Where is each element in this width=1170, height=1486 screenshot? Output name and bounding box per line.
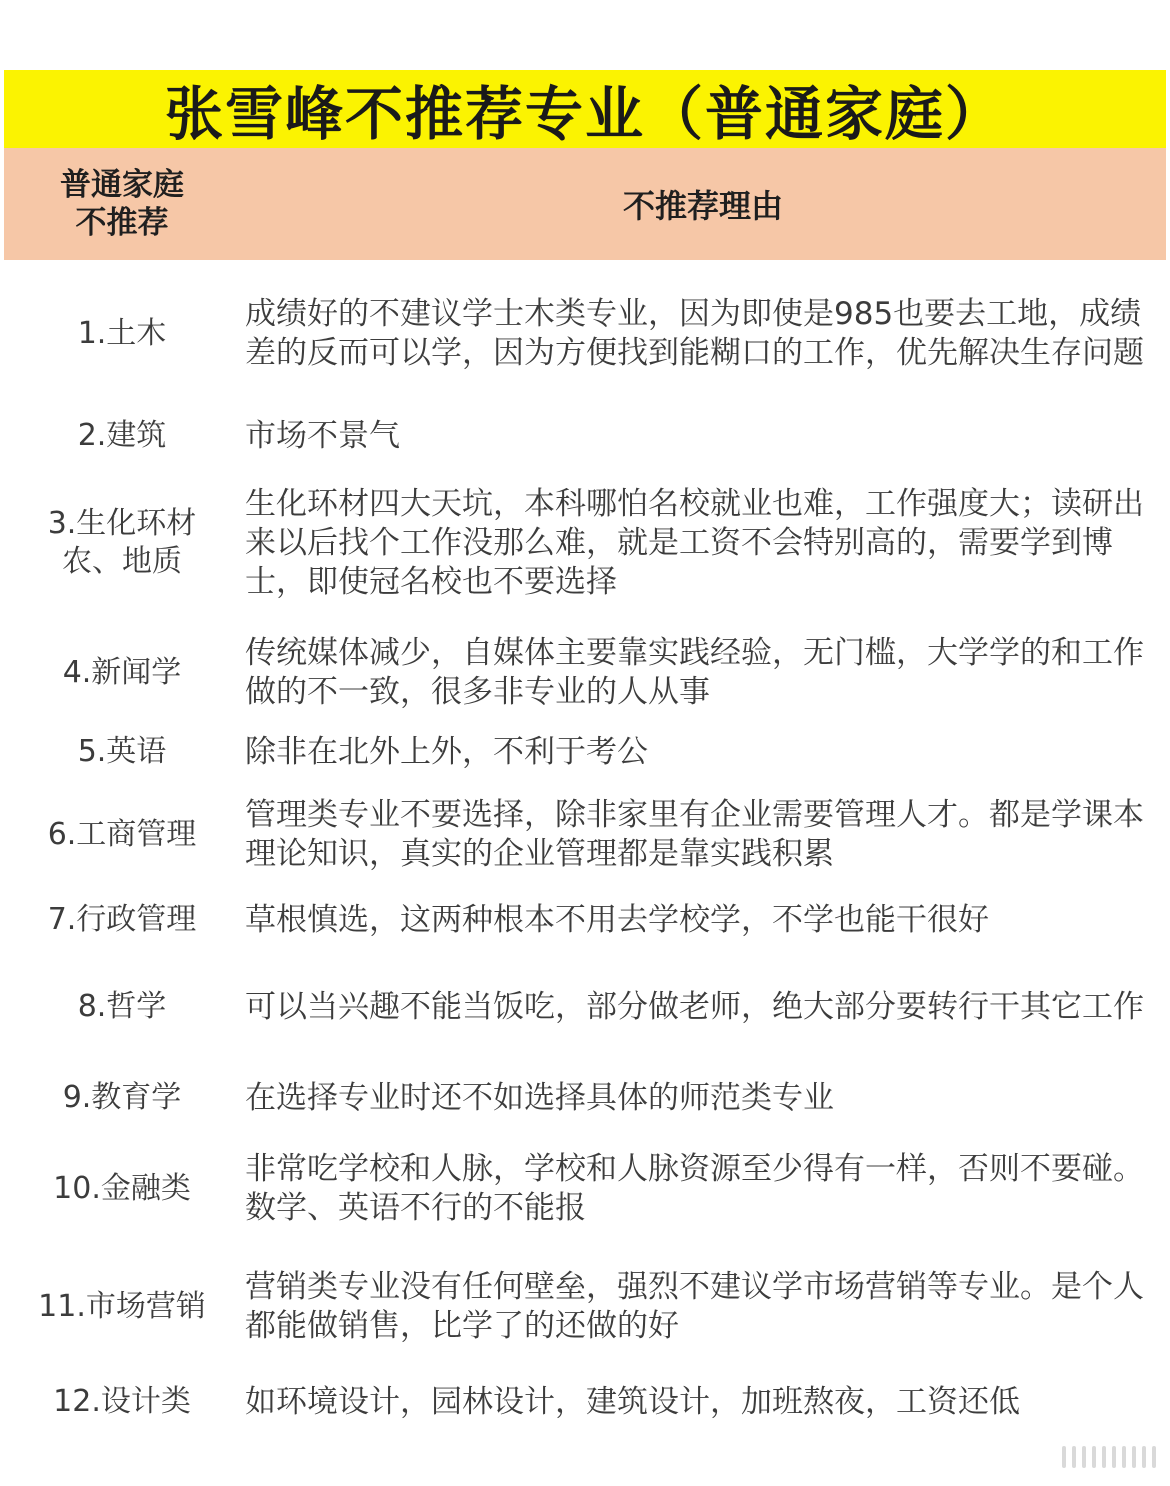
major-cell [4, 630, 240, 716]
reason-cell [245, 1374, 1161, 1430]
reason-cell [245, 406, 1161, 466]
recommendation-card [4, 70, 1166, 1450]
table-header [4, 148, 1166, 260]
major-name: 8.哲学 [77, 989, 167, 1024]
major-name: 11.市场营销 [38, 1289, 206, 1324]
reason-text: 营销类专业没有任何壁垒，强烈不建议学市场营销等专业。是个人都能做销售，比学了的还做的好 [245, 1269, 1144, 1344]
major-cell [4, 1264, 240, 1350]
major-name: 6.工商管理 [47, 817, 197, 852]
reason-text: 成绩好的不建议学士木类专业，因为即使是985也要去工地，成绩差的反而可以学，因为方便找到能糊口的工作，优先解决生存问题 [245, 296, 1144, 371]
table-row [4, 1374, 1166, 1430]
major-cell [4, 724, 240, 780]
table-row [4, 268, 1166, 400]
reason-cell [245, 964, 1161, 1050]
major-name-line2: 农、地质 [62, 544, 182, 579]
major-cell [4, 478, 240, 608]
major-name: 7.行政管理 [47, 902, 197, 937]
table-row [4, 406, 1166, 466]
table-row [4, 964, 1166, 1050]
reason-text: 除非在北外上外，不利于考公 [245, 733, 648, 770]
reason-text: 传统媒体减少，自媒体主要靠实践经验，无门槛，大学学的和工作做的不一致，很多非专业的人从事 [245, 635, 1144, 710]
reason-text: 管理类专业不要选择，除非家里有企业需要管理人才。都是学课本理论知识，真实的企业管理都是靠实践积累 [245, 797, 1144, 872]
major-name: 2.建筑 [77, 418, 167, 453]
major-cell [4, 964, 240, 1050]
header-major-line1: 普通家庭 [60, 167, 184, 203]
table-row [4, 724, 1166, 780]
major-name: 5.英语 [77, 734, 167, 769]
major-cell [4, 268, 240, 400]
reason-text: 非常吃学校和人脉，学校和人脉资源至少得有一样，否则不要碰。数学、英语不行的不能报 [245, 1151, 1144, 1226]
table-row [4, 1264, 1166, 1350]
table-row [4, 1146, 1166, 1232]
reason-cell [245, 1146, 1161, 1232]
table-row [4, 792, 1166, 878]
major-cell [4, 1374, 240, 1430]
table-row [4, 1070, 1166, 1126]
reason-cell [245, 630, 1161, 716]
reason-cell [245, 268, 1161, 400]
major-cell [4, 792, 240, 878]
reason-text: 在选择专业时还不如选择具体的师范类专业 [245, 1079, 834, 1116]
header-major-line2: 不推荐 [75, 205, 169, 241]
major-cell [4, 1070, 240, 1126]
table-row [4, 630, 1166, 716]
major-name: 4.新闻学 [62, 655, 182, 690]
reason-cell [245, 478, 1161, 608]
reason-text: 生化环材四大天坑，本科哪怕名校就业也难，工作强度大；读研出来以后找个工作没那么难，就是工资不会特别高的，需要学到博士，即使冠名校也不要选择 [245, 485, 1144, 600]
reason-text: 可以当兴趣不能当饭吃，部分做老师，绝大部分要转行干其它工作 [245, 988, 1144, 1025]
reason-cell [245, 1264, 1161, 1350]
major-cell [4, 406, 240, 466]
header-major-column [4, 148, 240, 260]
major-name: 10.金融类 [53, 1171, 191, 1206]
reason-cell [245, 1070, 1161, 1126]
title-bar [4, 70, 1166, 148]
table-row [4, 892, 1166, 948]
reason-text: 市场不景气 [245, 417, 400, 454]
header-reason-column: 不推荐理由 [622, 187, 783, 225]
major-name: 9.教育学 [62, 1080, 182, 1115]
table-row [4, 478, 1166, 608]
reason-text: 草根慎选，这两种根本不用去学校学，不学也能干很好 [245, 901, 989, 938]
major-cell [4, 892, 240, 948]
major-cell [4, 1146, 240, 1232]
major-name: 1.土木 [77, 316, 167, 351]
reason-cell [245, 724, 1161, 780]
more-bars-icon [1006, 1442, 1156, 1472]
page-title: 张雪峰不推荐专业（普通家庭） [164, 80, 1005, 148]
reason-cell [245, 792, 1161, 878]
major-name: 3.生化环材 [47, 506, 197, 541]
major-name: 12.设计类 [53, 1384, 191, 1419]
reason-text: 如环境设计，园林设计，建筑设计，加班熬夜，工资还低 [245, 1383, 1020, 1420]
reason-cell [245, 892, 1161, 948]
